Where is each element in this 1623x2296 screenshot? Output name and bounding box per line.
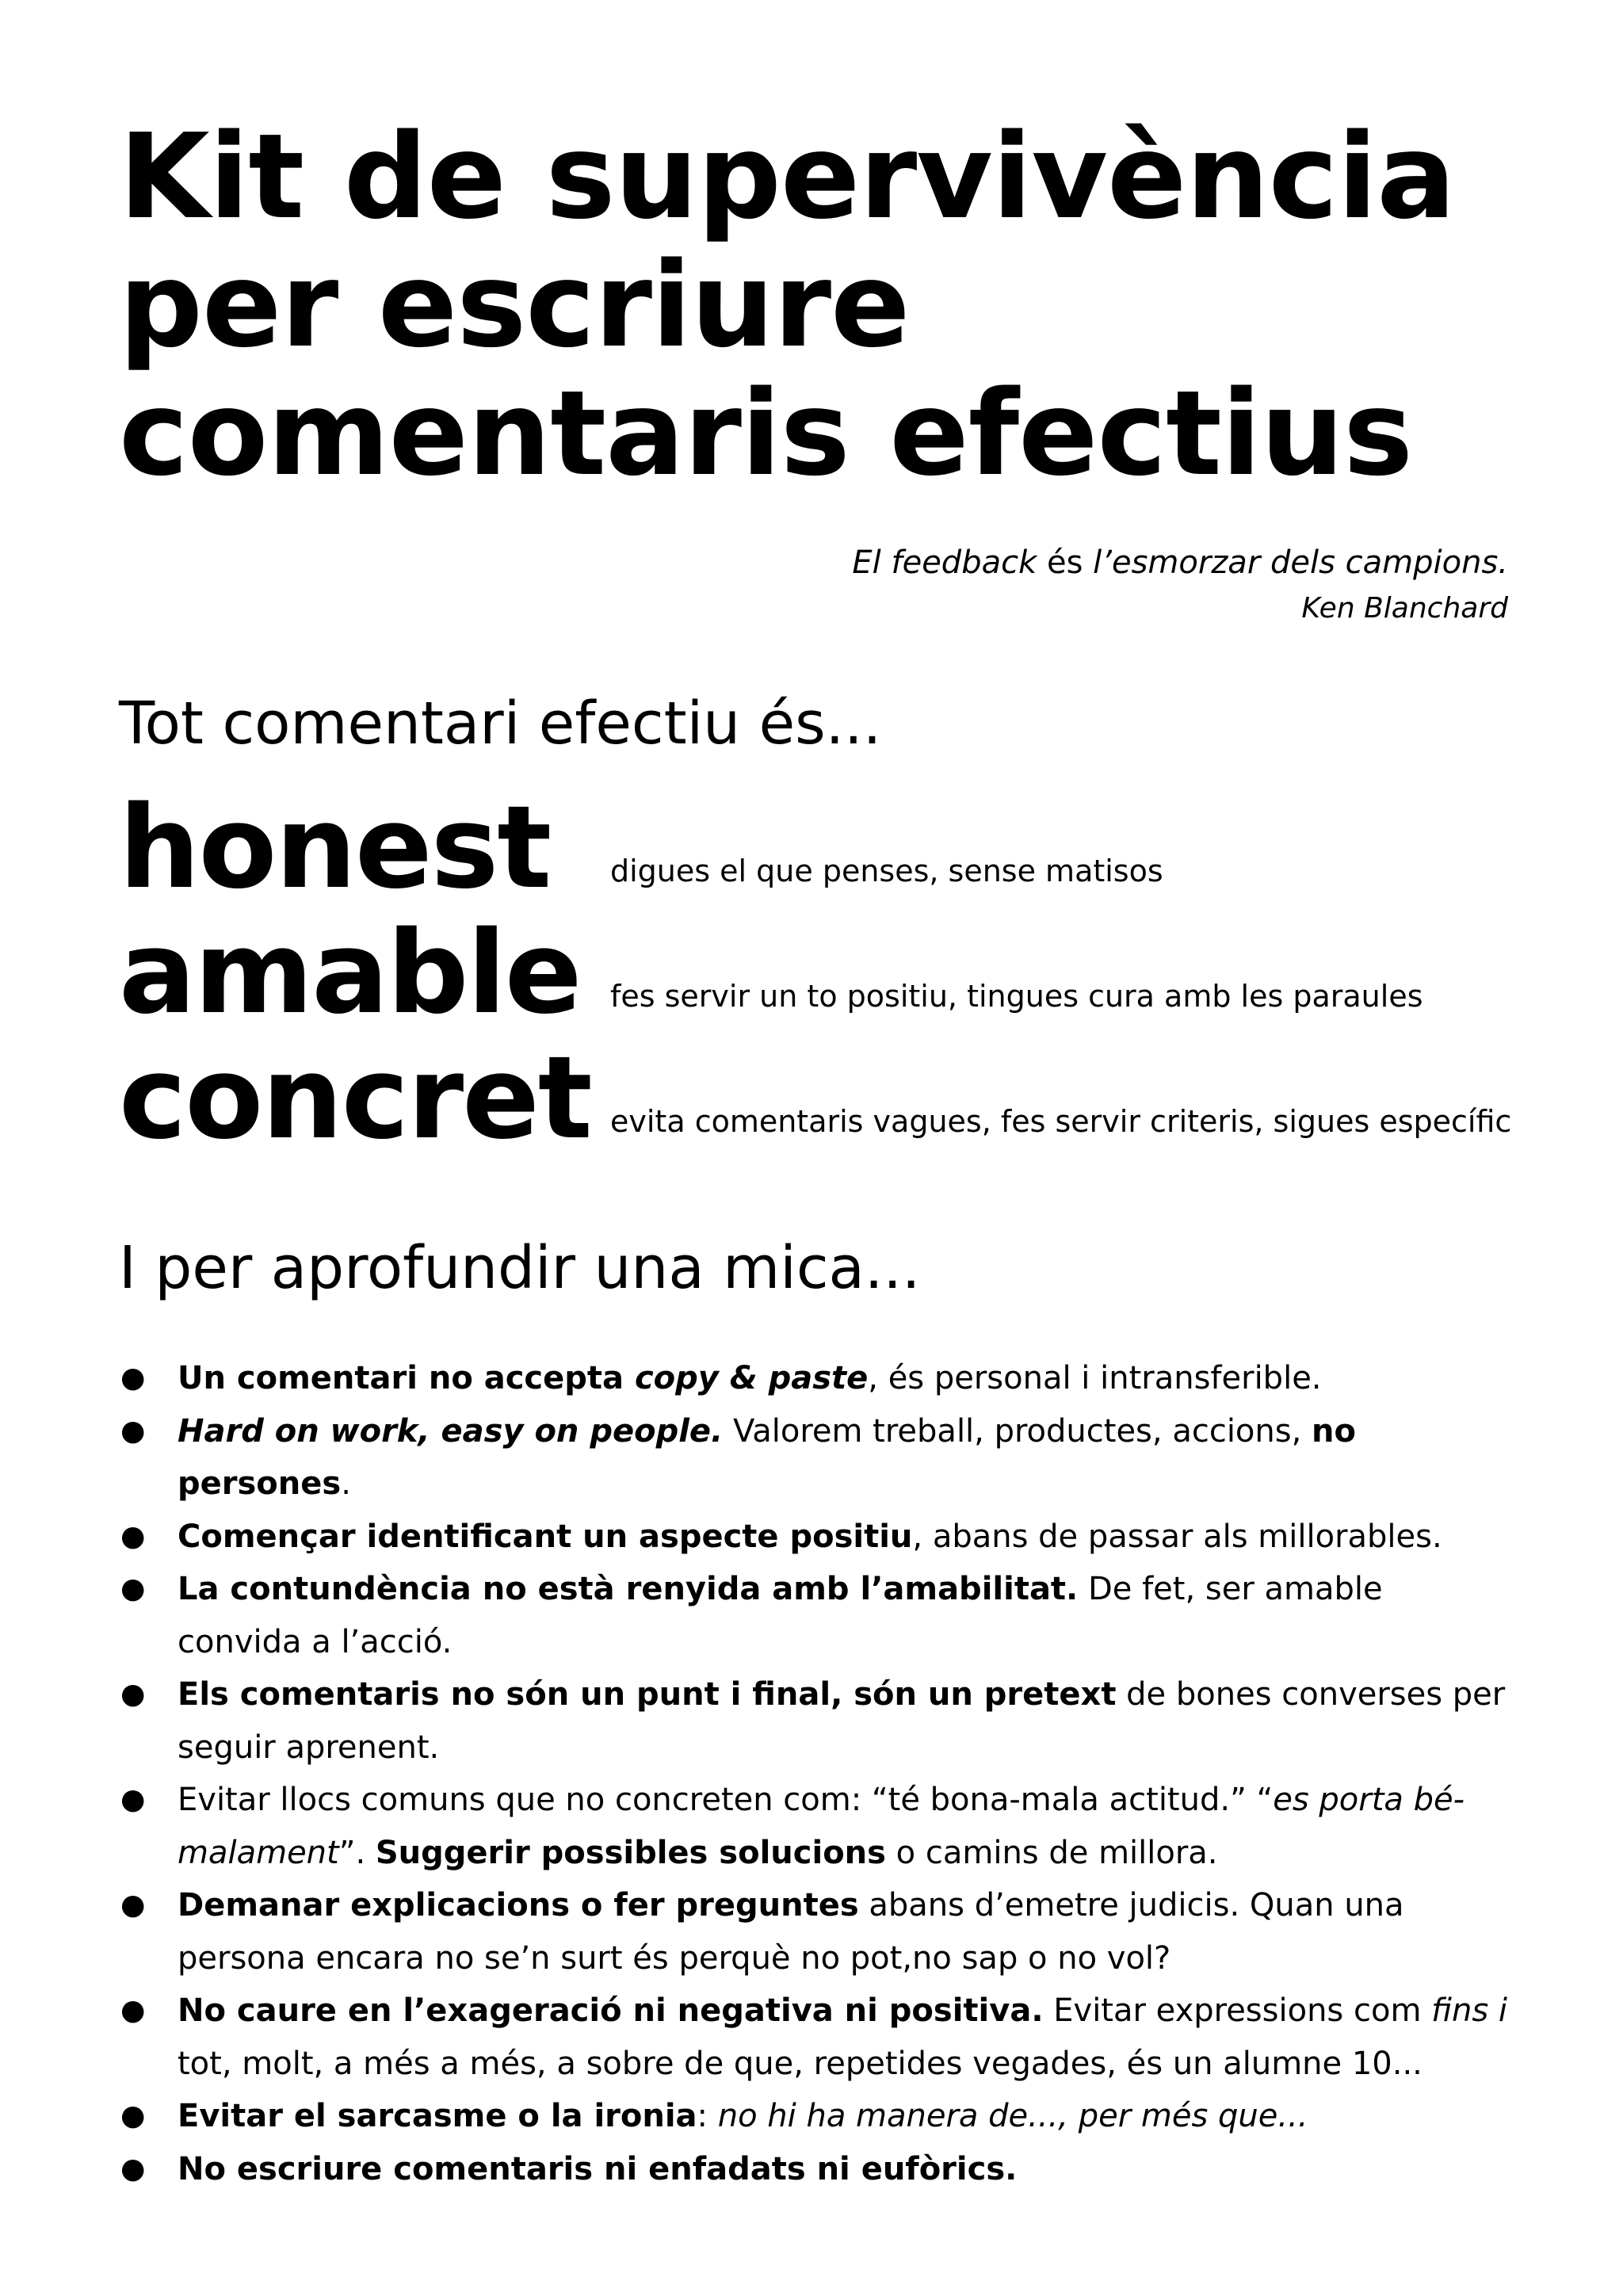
list-item: [119, 1668, 1514, 1774]
italic-text: fins i: [1431, 1992, 1507, 2029]
bold-text: No caure en l’exageració ni negativa ni positiva.: [178, 1992, 1044, 2029]
item-text: De fet, ser amable convida a l’acció.: [178, 1571, 1383, 1660]
quality-row-amable: [119, 906, 1545, 1039]
section-heading-qualities: Tot comentari efectiu és...: [119, 690, 882, 758]
item-text: tot, molt, a més a més, a sobre de que, repetides vegades, és un alumne 10...: [178, 2045, 1423, 2082]
bold-text: Els comentaris no són un punt i final, són un pretext: [178, 1676, 1117, 1713]
bullet-icon: ●: [120, 1889, 146, 1921]
bullet-icon: ●: [120, 1362, 146, 1394]
bold-italic-text: Hard on work, easy on people.: [178, 1412, 724, 1450]
bullet-icon: ●: [120, 1783, 146, 1816]
quality-word: concret: [119, 1031, 591, 1164]
quote-author: Ken Blanchard: [1301, 592, 1508, 625]
quality-description: evita comentaris vagues, fes servir criteris, sigues específic: [610, 1104, 1512, 1139]
title-line-1: Kit de supervivència: [119, 109, 1456, 245]
quality-description: fes servir un to positiu, tingues cura amb les paraules: [610, 979, 1423, 1014]
item-text: , és personal i intransferible.: [868, 1360, 1322, 1396]
bold-text: no persones: [178, 1412, 1356, 1502]
bullet-icon: ●: [120, 1414, 146, 1447]
item-text: o camins de millora.: [885, 1834, 1218, 1871]
italic-text: es porta bé-malament: [178, 1782, 1465, 1871]
title-line-2: per escriure: [119, 237, 910, 373]
list-item: [119, 1879, 1514, 1985]
list-item: [119, 1563, 1514, 1668]
list-item: [119, 1985, 1514, 2090]
quote-text: [852, 539, 1508, 586]
list-item: [119, 1405, 1514, 1511]
bold-italic-text: copy & paste: [634, 1360, 869, 1396]
quality-word: honest: [119, 781, 551, 914]
quote-part-1: El feedback: [852, 544, 1047, 581]
quality-row-concret: [119, 1031, 1545, 1164]
quote-part-2: és: [1046, 544, 1083, 581]
list-item: [119, 1352, 1514, 1405]
list-item: [119, 1511, 1514, 1564]
item-text: .: [341, 1465, 351, 1502]
quote-part-3: l’esmorzar dels campions.: [1083, 544, 1508, 581]
quality-description: digues el que penses, sense matisos: [610, 854, 1163, 888]
bullet-icon: ●: [120, 2099, 146, 2132]
bold-text: No escriure comentaris ni enfadats ni eufòrics.: [178, 2150, 1018, 2187]
epigraph-quote: [852, 539, 1508, 631]
bold-text: La contundència no està renyida amb l’amabilitat.: [178, 1571, 1079, 1607]
list-item: [119, 2143, 1514, 2196]
item-text: de bones converses per seguir aprenent.: [178, 1676, 1506, 1766]
bullet-icon: ●: [120, 1994, 146, 2027]
item-text: abans d’emetre judicis. Quan una persona encara no se’n surt és perquè no pot,no sap o no vol?: [178, 1887, 1404, 1977]
page-title: [119, 109, 1561, 502]
item-text: Valorem treball, productes, accions,: [723, 1412, 1312, 1450]
item-text: Evitar llocs comuns que no concreten com: “té bona-mala actitud.” “: [178, 1782, 1274, 1818]
item-text: , abans de passar als millorables.: [912, 1518, 1442, 1555]
bullet-icon: ●: [120, 1572, 146, 1605]
bullet-icon: ●: [120, 1678, 146, 1710]
bullet-icon: ●: [120, 2152, 146, 2185]
quality-row-honest: [119, 781, 1545, 914]
item-text: ”.: [338, 1834, 376, 1871]
list-item: [119, 2090, 1514, 2143]
tips-list: [119, 1352, 1514, 2195]
bullet-icon: ●: [120, 1519, 146, 1553]
bold-text: Evitar el sarcasme o la ironia: [178, 2098, 697, 2134]
italic-text: no hi ha manera de..., per més que...: [717, 2098, 1308, 2134]
item-text: :: [697, 2098, 718, 2134]
bold-text: Començar identificant un aspecte positiu: [178, 1518, 913, 1555]
list-item: [119, 1774, 1514, 1879]
bold-text: Demanar explicacions o fer preguntes: [178, 1887, 859, 1924]
section-heading-deeper: I per aprofundir una mica...: [119, 1234, 921, 1302]
title-line-3: comentaris efectius: [119, 365, 1413, 502]
bold-text: Un comentari no accepta: [178, 1360, 635, 1396]
quality-word: amable: [119, 906, 581, 1039]
item-text: Evitar expressions com: [1043, 1992, 1432, 2029]
bold-text: Suggerir possibles solucions: [375, 1834, 886, 1871]
